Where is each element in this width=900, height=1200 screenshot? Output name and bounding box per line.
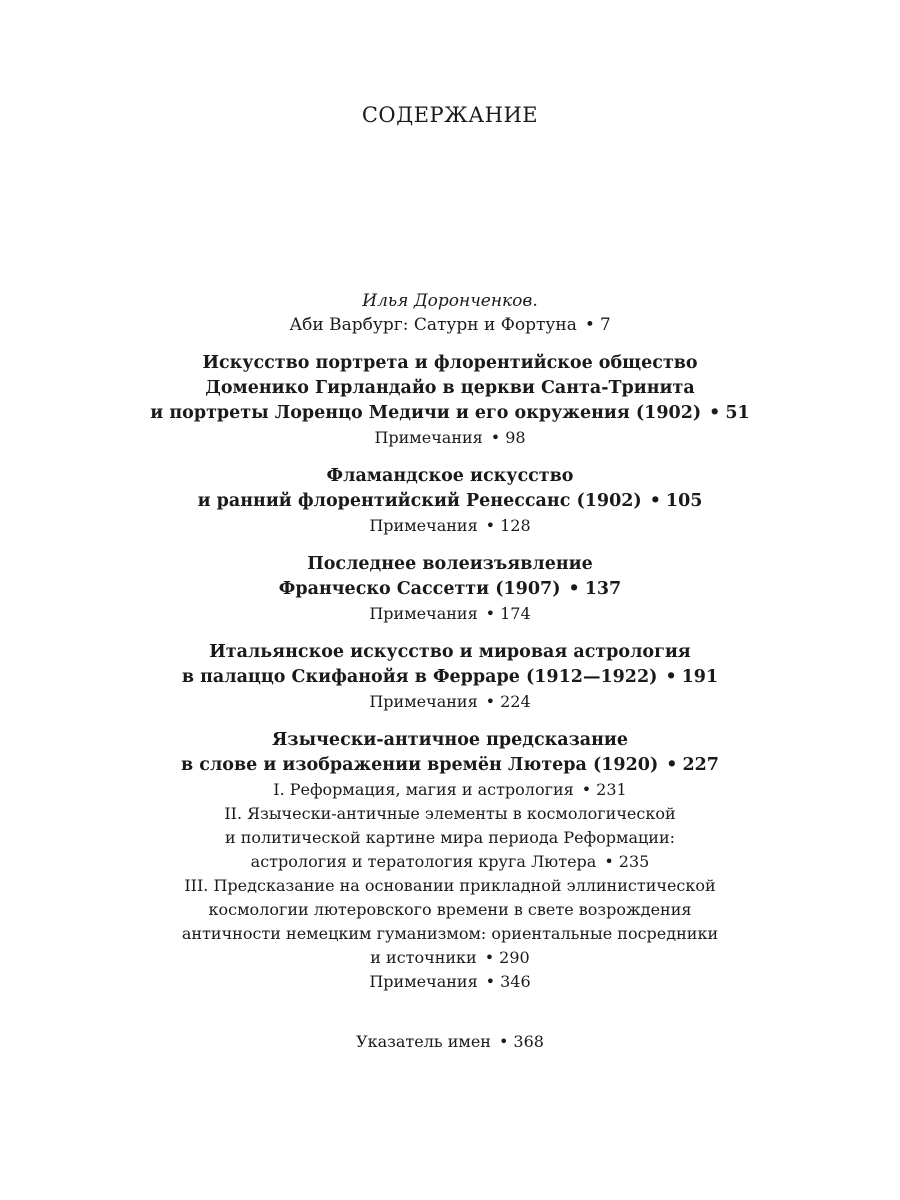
bullet: • (581, 780, 592, 799)
chapter-title-line: Итальянское искусство и мировая астрология (209, 642, 691, 662)
intro-author: Илья Доронченков. (362, 291, 538, 311)
index-label: Указатель имен (356, 1032, 491, 1051)
bullet: • (498, 1032, 509, 1051)
bullet: • (649, 491, 661, 511)
bullet: • (584, 315, 595, 335)
section-line: III. Предсказание на основании прикладной эллинистической (184, 876, 716, 895)
index-line (0, 1030, 900, 1054)
intro-title: Аби Варбург: Сатурн и Фортуна (289, 315, 577, 335)
chapter-title-line: Фламандское искусство (326, 466, 574, 486)
section-line: и политической картине мира периода Реформации: (224, 828, 676, 847)
notes-label: Примечания (369, 972, 478, 991)
notes-label: Примечания (369, 516, 478, 535)
chapter-page: 227 (682, 755, 719, 775)
bullet: • (709, 403, 721, 423)
notes-line (0, 514, 900, 538)
toc-entry-chapter-2 (0, 464, 900, 538)
bullet: • (485, 692, 496, 711)
notes-page: 346 (500, 972, 531, 991)
toc-entry-chapter-3 (0, 552, 900, 626)
section-page: 290 (499, 948, 530, 967)
bullet: • (666, 755, 678, 775)
notes-label: Примечания (374, 428, 483, 447)
chapter-page: 191 (681, 667, 719, 687)
notes-page: 174 (500, 604, 531, 623)
section-page: 235 (618, 852, 650, 871)
toc-entry-index (0, 1030, 900, 1054)
bullet: • (485, 516, 496, 535)
bullet: • (568, 579, 580, 599)
bullet: • (485, 604, 496, 623)
chapter-title-line (0, 489, 900, 514)
section-title: астрология и тератология круга Лютера (250, 852, 597, 871)
notes-line (0, 970, 900, 994)
table-of-contents (0, 289, 900, 994)
index-page: 368 (513, 1032, 544, 1051)
page-title: СОДЕРЖАНИЕ (361, 103, 539, 127)
section-page: 231 (596, 780, 627, 799)
chapter-title-text: Франческо Сассетти (1907) (278, 579, 561, 599)
section-line (0, 946, 900, 970)
chapter-title-line (0, 401, 900, 426)
chapter-title-line: Искусство портрета и флорентийское общество (202, 353, 698, 373)
section-line (0, 778, 900, 802)
chapter-title-line: Доменико Гирландайо в церкви Санта-Тринита (205, 378, 695, 398)
chapter-page: 51 (725, 403, 750, 423)
chapter-page: 137 (584, 579, 622, 599)
chapter-title-text: и портреты Лоренцо Медичи и его окружения (1902) (150, 403, 702, 423)
notes-line (0, 690, 900, 714)
section-title: I. Реформация, магия и астрология (273, 780, 574, 799)
chapter-title-text: и ранний флорентийский Ренессанс (1902) (197, 491, 642, 511)
notes-page: 98 (505, 428, 526, 447)
bullet: • (490, 428, 501, 447)
chapter-title-line: Последнее волеизъявление (307, 554, 593, 574)
bullet: • (484, 948, 495, 967)
notes-page: 224 (500, 692, 531, 711)
chapter-title-line (0, 665, 900, 690)
bullet: • (604, 852, 614, 871)
section-line: античности немецким гуманизмом: ориентальные посредники (181, 924, 719, 943)
notes-line (0, 426, 900, 450)
intro-page: 7 (599, 315, 611, 335)
section-line: космологии лютеровского времени в свете возрождения (208, 900, 692, 919)
chapter-title-line: Язычески-античное предсказание (271, 730, 628, 750)
toc-entry-chapter-4 (0, 640, 900, 714)
chapter-title-text: в слове и изображении времён Лютера (1920) (181, 755, 659, 775)
intro-title-line (0, 313, 900, 337)
notes-label: Примечания (369, 692, 478, 711)
section-line: II. Язычески-античные элементы в космологической (224, 804, 676, 823)
section-title: и источники (370, 948, 477, 967)
chapter-title-text: в палаццо Скифанойя в Ферраре (1912—1922) (181, 667, 658, 687)
chapter-title-line (0, 577, 900, 602)
notes-label: Примечания (369, 604, 478, 623)
notes-page: 128 (500, 516, 531, 535)
bullet: • (485, 972, 496, 991)
bullet: • (665, 667, 677, 687)
toc-entry-chapter-5 (0, 728, 900, 994)
toc-entry-chapter-1 (0, 351, 900, 450)
chapter-page: 105 (665, 491, 703, 511)
toc-entry-intro (0, 289, 900, 337)
notes-line (0, 602, 900, 626)
section-line (0, 850, 900, 874)
chapter-title-line (0, 753, 900, 778)
